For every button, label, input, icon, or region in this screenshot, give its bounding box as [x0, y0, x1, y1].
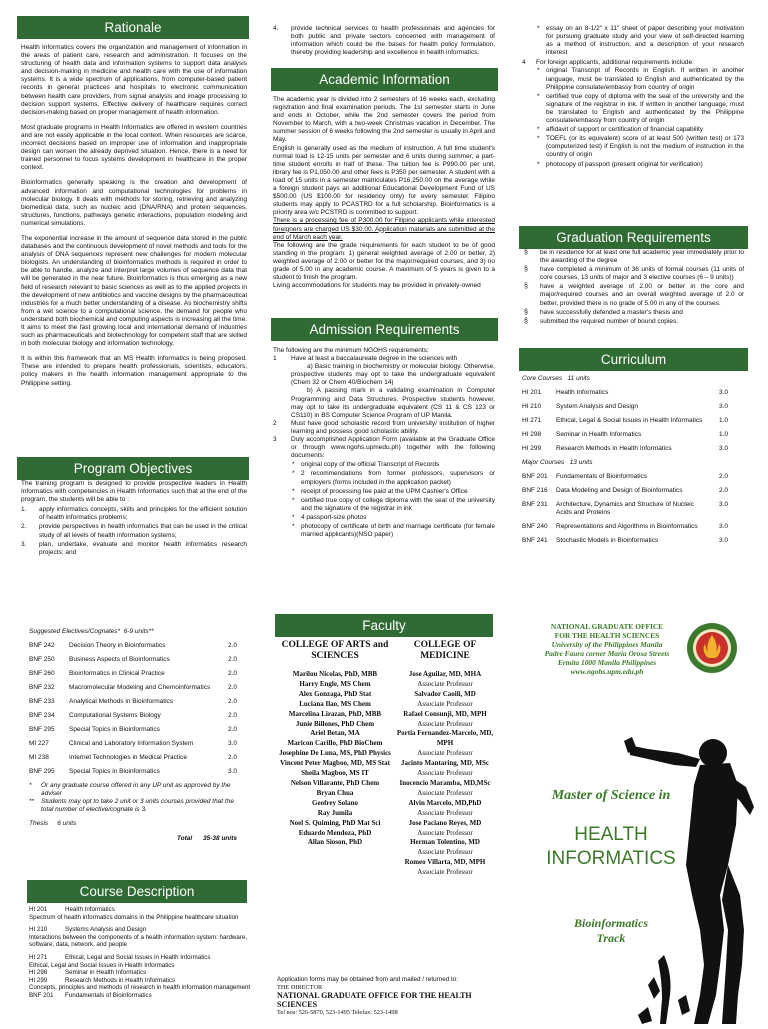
faculty-name: Inocencio Maramba, MD,MSc [399, 778, 491, 787]
degree-title [536, 823, 686, 871]
requirement-text: Have at least a baccalaureate degree in the sciences with [291, 355, 458, 363]
faculty-name: Alvin Marcelo, MD,PhD [408, 798, 482, 807]
requirement-1: 1 Have at least a baccalaureate degree in the sciences with [273, 355, 458, 363]
admission-header: Admission Requirements [271, 318, 498, 341]
objectives-list [273, 25, 495, 57]
faculty-name: Geofrey Solano [312, 798, 358, 807]
list-item: * original copy of the official Transcript of Records [291, 461, 495, 469]
academic-text [273, 96, 495, 290]
list-item [21, 541, 247, 557]
list-item: * 2 recommendations from former professors, supervisors or employers (forms included in the application packet) [291, 470, 495, 486]
table-row: BNF 240 Representations and Algorithms in Bioinformatics 3.0 [522, 523, 728, 531]
street-address: Padre Faura corner Maria Orosa Streets [544, 649, 670, 658]
table-row: BNF 232 Macromolecular Modeling and Chemoinformatics 2.0 [29, 684, 237, 692]
academic-paragraph: Living accommodations for students may be provided in privately-owned [273, 282, 481, 290]
degree-title-line: INFORMATICS [546, 848, 676, 869]
table-row: HI 210 System Analysis and Design 3.0 [522, 403, 728, 411]
degree-prefix: Master of Science in [551, 788, 671, 803]
graduation-text [522, 249, 744, 327]
table-row: BNF 234 Computational Systems Biology 2.0 [29, 712, 237, 720]
org-name: NATIONAL GRADUATE OFFICE [550, 622, 664, 631]
electives-table [29, 628, 237, 843]
objectives-text [21, 480, 247, 558]
item-text: provide technical services to health professionals and agencies for both public and private sectors concerned with management of information which could be the bases for health policy formulation, thereby providing leadership and excellence in health informatics. [291, 25, 495, 57]
faculty-title: Associate Professor [417, 868, 473, 877]
faculty-name: Noel S. Quiming, PhD Mat Sci [289, 818, 381, 827]
objectives-list [21, 506, 247, 557]
table-row: BNF 231 Architecture, Dynamics and Structure of Nucleic Acids and Proteins 3.0 [522, 501, 728, 517]
faculty-name: Nelson Villarante, PhD Chem [290, 778, 380, 787]
admission-intro: The following are the minimum NGOHS requirements: [273, 347, 429, 354]
faculty-name: Jacinto Mantaring, MD, MSc [400, 759, 490, 768]
faculty-title: Associate Professor [417, 699, 473, 708]
documents-list [522, 25, 744, 57]
faculty-name: Harry Engle, MS Chem [299, 679, 371, 688]
university-seal [686, 622, 738, 674]
requirement-1b: b) A passing mark in a validating examination in Computer Programming and Data Structures. Prospective students however, may opt to take its undergraduate equivalent (CS 11 & CS 123 or CS110) in BS Computer Science Program of UP Manila. [291, 387, 495, 419]
requirement-4: 4 For foreign applicants, additional requirements include: [522, 59, 694, 67]
contact-recipient: THE DIRECTOR [277, 983, 323, 991]
course-item: HI 299 Research Methods in Health Informatics Concepts, principles and methods of research in health information management [29, 976, 251, 992]
faculty-name: Josephine De Luna, MS, PhD Physics [279, 749, 391, 758]
faculty-title: Associate Professor [417, 769, 473, 778]
curriculum-header: Curriculum [519, 348, 748, 371]
rationale-paragraph: Most graduate programs in Health Informatics are offered in western countries and are not easily applicable in the local context. When resources are scarce, incorrect decisions based on improper use of information and inappropriate design can worsen the already deprived situation. Hence, there is a need for trained personnel to focus systems development in healthcare in the proper context. [21, 123, 247, 172]
org-name: FOR THE HEALTH SCIENCES [554, 631, 660, 640]
faculty-name: Ariel Betan, MA [310, 729, 360, 738]
electives-note: * Or any graduate course offered in any UP unit as approved by the adviser [29, 782, 231, 798]
rationale-text [21, 44, 247, 395]
rationale-paragraph: Bioinformatics generally speaking is the creation and development of advanced information and computational technologies for problems in molecular biology. It deals with methods for storing, retrieving and analyzing biomedical data, such as nucleic acid (DNA/RNA) and protein sequences, structures, functions, pathways genetic interactions, population modeling and numerical simulations. [21, 179, 247, 227]
faculty-title: Associate Professor [417, 788, 473, 797]
city-address: Ermita 1000 Manila Philippines [557, 658, 657, 667]
contact-intro: Application forms may be obtained from and mailed / returned to: [277, 976, 458, 983]
table-row: BNF 241 Stochastic Models in Bioinformatics 3.0 [522, 537, 728, 545]
degree-title-line: HEALTH [574, 824, 648, 845]
table-row: HI 299 Research Methods in Health Informatics 3.0 [522, 445, 728, 453]
academic-paragraph: English is generally used as the medium of instruction. A full time student's normal load is 12-15 units per semester and 6 units during summer, a part-time student enrolls in half of these. The tuition fee is P990.00 per unit, library fee is P1,050.00 and other fees is P350 per semester. A student with a load of 15 units in a semester matriculates P16,250.00 on the average while a foreign student pays an additional Educational Development Fund of US $500.00 (US $100.00 for residency only) for every semester. Filipino students may apply to PCASTRD for a full scholarship. Bioinformatics is a priority area w/c PCSTRD is committed to support. [273, 144, 495, 217]
list-item: § have a weighted average of 2.00 or better in the core and major/required courses and an overall weighted average of 2.0 or better, provided there is no grade of 5.00 in any of the courses. [522, 283, 744, 307]
admission-continued [522, 25, 744, 170]
faculty-name: Bryan Chua [316, 788, 354, 797]
faculty-name: Herman Tolentino, MD [410, 838, 480, 847]
major-courses-label: Major Courses 13 units [522, 459, 593, 467]
faculty-name: Junie Billones, PhD Chem [295, 719, 375, 728]
table-row: HI 271 Ethical, Legal & Social Issues in Health Informatics 1.0 [522, 417, 728, 425]
list-item: * original Transcript of Records in English. If written in another language, must be translated to English and authenticated by the Philippine consulate/embassy from country of origin [536, 67, 744, 91]
requirement-text: For foreign applicants, additional requirements include: [536, 59, 694, 67]
table-row: BNF 242 Decision Theory in Bioinformatics 2.0 [29, 642, 237, 650]
item-number: 2. [21, 523, 27, 531]
list-item: * TOEFL (or its equivalent) score of at least 500 (written test) or 173 (computerized test) if English is not the medium of instruction in the country of origin [536, 135, 744, 159]
academic-paragraph: The following are the grade requirements for each student to be of good standing in the program: 1) general weighted average of 2.00 or better, 2) weighted average of 2.00 or better for the major/required courses, and 3) no grade of 5.00 in any academic course. A maximum of 5 years is given to a student to finish the program. [273, 241, 495, 282]
college-heading: COLLEGE OF ARTS and SCIENCES [281, 640, 389, 661]
faculty-title: Associate Professor [417, 749, 473, 758]
foreign-requirements-list [522, 67, 744, 168]
requirement-text: Duly accomplished Application Form (available at the Graduate Office or through www.ngohs.upmedu.ph) together with the following documents: [291, 436, 495, 460]
academic-header: Academic Information [271, 68, 498, 91]
faculty-title: Associate Professor [417, 828, 473, 837]
core-courses-label: Core Courses 11 units [522, 375, 590, 382]
faculty-name: Alex Gonzaga, PhD Stat [298, 689, 372, 698]
table-row: BNF 216 Data Modeling and Design of Bioinformatics 2.0 [522, 487, 728, 495]
list-item [21, 506, 247, 522]
faculty-name: Luciana Ilao, MS Chem [299, 699, 371, 708]
faculty-name: Vincent Peter Magboo, MD, MS Stat [280, 759, 390, 768]
seal-icon [686, 622, 738, 674]
item-number: 4. [273, 25, 279, 32]
objectives-continued [273, 25, 495, 58]
course-description-text [29, 906, 251, 1000]
list-item: * affidavit of support or certification of financial capability [536, 126, 744, 134]
table-row: HI 201 Health Informatics 3.0 [522, 389, 728, 397]
faculty-title: Associate Professor [417, 719, 473, 728]
list-item: § submitted the required number of bound copies. [522, 318, 744, 326]
list-item [21, 523, 247, 539]
faculty-name: Eduardo Mendoza, PhD [298, 828, 372, 837]
academic-paragraph: The academic year is divided into 2 semesters of 16 weeks each, excluding registration and final examination periods. The 1st semester starts in June and ends in October, while the 2nd semester covers the period from November to March, with a two-week Christmas vacation in December. The summer session of 6 weeks following the 2nd semester is usually in April and May. [273, 96, 495, 144]
contact-office: NATIONAL GRADUATE OFFICE FOR THE HEALTH SCIENCES [277, 991, 472, 1010]
university-name: University of the Philippines Manila [551, 640, 663, 649]
graduation-header: Graduation Requirements [519, 226, 748, 249]
faculty-name: Jose Aguilar, MD, MHA [408, 670, 482, 678]
course-item: HI 271 Ethical, Legal and Social Issues in Health Informatics Ethical, Legal and Social Issues in Health Informatics [29, 953, 211, 969]
item-number: 3. [21, 540, 27, 548]
table-row: BNF 201 Fundamentals of Bioinformatics 2.0 [522, 473, 728, 481]
faculty-name: Salvador Caoili, MD [414, 689, 476, 698]
graduation-list [522, 249, 744, 326]
rationale-paragraph: It is within this framework that an MS Health Informatics is being proposed. These are intended to prepare health professionals, scientists, educators, policy makers in the health information management appropriate to the Philippine setting. [21, 355, 247, 387]
item-number: 1. [21, 506, 27, 514]
list-item [273, 25, 495, 57]
item-text: apply informatics concepts, skills and principles for the efficient solution of health informatics problems; [39, 506, 247, 522]
list-item: * photocopy of passport (present original for verification) [536, 161, 744, 169]
faculty-col-arts-sciences [275, 640, 395, 848]
course-item: HI 201 Health Informatics Spectrum of health informatics domains in the Philippine healthcare situation [29, 906, 239, 921]
faculty-col-medicine [394, 640, 496, 878]
list-item: § be in residence for at least one full academic year immediately prior to the awarding of the degree [522, 249, 744, 265]
course-item: HI 298 Seminar in Health Informatics [29, 969, 147, 977]
requirement-1a: a) Basic training in biochemistry or molecular biology. Otherwise, prospective students may opt to take the undergraduate equivalent (Chem 32 or Chem 40/Biochem 14) [291, 363, 495, 387]
list-item: * certified true copy of college diploma with the seal of the university and the signature of the registrar in ink [291, 497, 495, 513]
track-line: Bioinformatics [573, 916, 648, 930]
faculty-name: Marcelina Lirazan, PhD, MBB [288, 709, 382, 718]
table-row: HI 298 Seminar in Health Informatics 1.0 [522, 431, 728, 439]
course-item: HI 210 Systems Analysis and Design Interactions between the components of a health information system: hardware, software, data, network, and people [29, 926, 248, 949]
contact-phone: Tel nos: 526-5870, 523-1495 Telefax: 523-1498 [277, 1009, 398, 1017]
course-item: BNF 201 Fundamentals of Bioinformatics [29, 991, 152, 999]
table-row: BNF 295 Special Topics in Bioinformatics 2.0 [29, 726, 237, 734]
table-row: BNF 295 Special Topics in Bioinformatics 3.0 [29, 768, 237, 776]
website: www.ngohs.upm.edu.ph [570, 667, 644, 676]
faculty-name: Ray Jumila [317, 808, 353, 817]
rationale-header: Rationale [17, 16, 249, 39]
rationale-paragraph: Health Informatics covers the organization and management of information in the areas of patient care, research and administration. It focuses on the structuring of health data and information systems to support data analysis and decision-making in medicine and health care with the use of information systems. It is a wide spectrum of applications, from computer-based patient records in general practices and hospitals to electronic communication between health care providers, from signal analysis and image processing to decision support systems. Effective delivery of healthcare requires correct decision-making based on proper management of health information. [21, 44, 247, 116]
contact-block [277, 976, 497, 1017]
track-line: Track [596, 931, 626, 945]
faculty-name: Romeo Villarta, MD, MPH [404, 858, 486, 867]
table-row: BNF 233 Analytical Methods in Bioinformatics 2.0 [29, 698, 237, 706]
documents-list [273, 461, 495, 539]
faculty-title: Associate Professor [417, 679, 473, 688]
objectives-header: Program Objectives [17, 457, 249, 480]
academic-paragraph-fee: There is a processing fee of P300.00 for Filipino applicants while interested foreigners are charged US $30.00. Application materials are submitted at the end of March each year. [273, 217, 495, 241]
track-label [556, 916, 666, 946]
list-item: * receipt of processing fee paid at the UPM Cashier's Office [291, 488, 495, 496]
table-row: BNF 260 Bioinformatics in Clinical Practice 2.0 [29, 670, 237, 678]
list-item: * 4 passport-size photos [291, 514, 495, 522]
faculty-name: Jose Paciano Reyes, MD [408, 818, 482, 827]
faculty-name: Marilou Nicolas, PhD, MBB [292, 670, 378, 678]
electives-label: Suggested Electives/Cognates* 6-9 units** [29, 628, 154, 635]
college-heading: COLLEGE OF MEDICINE [413, 640, 477, 661]
cover-address [532, 622, 682, 676]
faculty-title: Associate Professor [417, 808, 473, 817]
total-row: Total 35-38 units [176, 834, 237, 842]
table-row: MI 238 Internet Technologies in Medical Practice 2.0 [29, 754, 237, 762]
faculty-name: Rafael Consunji, MD, MPH [403, 709, 487, 718]
requirement-3: 3 Duly accomplished Application Form (available at the Graduate Office or through www.ngohs.upmedu.ph) together with the following documents: [273, 436, 495, 460]
thesis-row: Thesis 6 units [29, 820, 77, 828]
faculty-name: Sheila Magboo, MS IT [301, 769, 369, 778]
faculty-name: Maricon Carillo, PhD BioChem [287, 739, 383, 748]
faculty-header: Faculty [275, 614, 493, 637]
faculty-name: Portia Fernandez-Marcelo, MD, MPH [396, 729, 494, 748]
rationale-paragraph: The exponential increase in the amount of sequence data stored in the public databases and the continuous development of novel methods and tools for the analysis of DNA sequences represent new challenges for modern molecular biologists. An understanding of bioinformatics methods is required in order to be able to handle, analyze and interpret large volumes of sequence data that will be generated in the near future. Bioinformatics is thus emerging as a new field of research relevant to basic sciences as well as to the applied projects in the development of new antibiotics and vaccine designs by the pharmaceutical industries for a much better understanding of a disease. As biochemistry shifts from a wet science to a computational science, the demand for people who understand both biochemical and computing aspects is increasing all the time. It aims to meet the fast growing local and international demand of industries such as pharmaceuticals and biotechnology for competent staff that are skilled in both molecular biology and information technology. [21, 234, 247, 348]
table-row: MI 227 Clinical and Laboratory Information System 3.0 [29, 740, 237, 748]
objectives-intro: The training program is designed to provide prospective leaders in Health Informatics with competencies in Health Informatics such that at the end of the program, the students will be able to : [21, 480, 247, 504]
item-text: plan, undertake, evaluate and monitor health informatics research projects; and [39, 540, 247, 556]
curriculum-table [522, 375, 728, 551]
requirement-text: Must have good scholastic record from university/ institution of higher learning and possess good scholastic ability. [291, 419, 495, 435]
requirement-2: 2 Must have good scholastic record from university/ institution of higher learning and possess good scholastic ability. [273, 419, 495, 435]
faculty-title: Associate Professor [417, 848, 473, 857]
list-item: * photocopy of certificate of birth and marriage certificate (for female married applicants)(NSO paper) [291, 523, 495, 539]
faculty-name: Allan Sioson, PhD [307, 838, 363, 847]
list-item: § have successfully defended a master's thesis and [522, 309, 744, 317]
item-text: provide perspectives in health informatics that can be used in the critical study of all levels of health information systems; [39, 523, 247, 539]
list-item: § have completed a minimum of 36 units of formal courses (11 units of core courses, 13 units of major and 3 elective courses (6 – 9 units)) [522, 266, 744, 282]
course-description-header: Course Description [27, 880, 247, 903]
list-item: * certified true copy of diploma with the seal of the university and the signature of the registrar in ink. If written in another language, must be translated to English and authenticated by the Philippine consulate/embassy from country of origin [536, 93, 744, 125]
admission-text [273, 347, 495, 540]
table-row: BNF 250 Business Aspects of Bioinformatics 2.0 [29, 656, 237, 664]
electives-note: ** Students may opt to take 2 unit or 3 units courses provided that the total number of elective/cognate is 3. [29, 798, 234, 814]
list-item: * essay on an 8-1/2" x 11" sheet of paper describing your motivation for pursuing graduate study and your view of self-directed learning as a method of instruction, and a description of your research interest [536, 25, 744, 57]
